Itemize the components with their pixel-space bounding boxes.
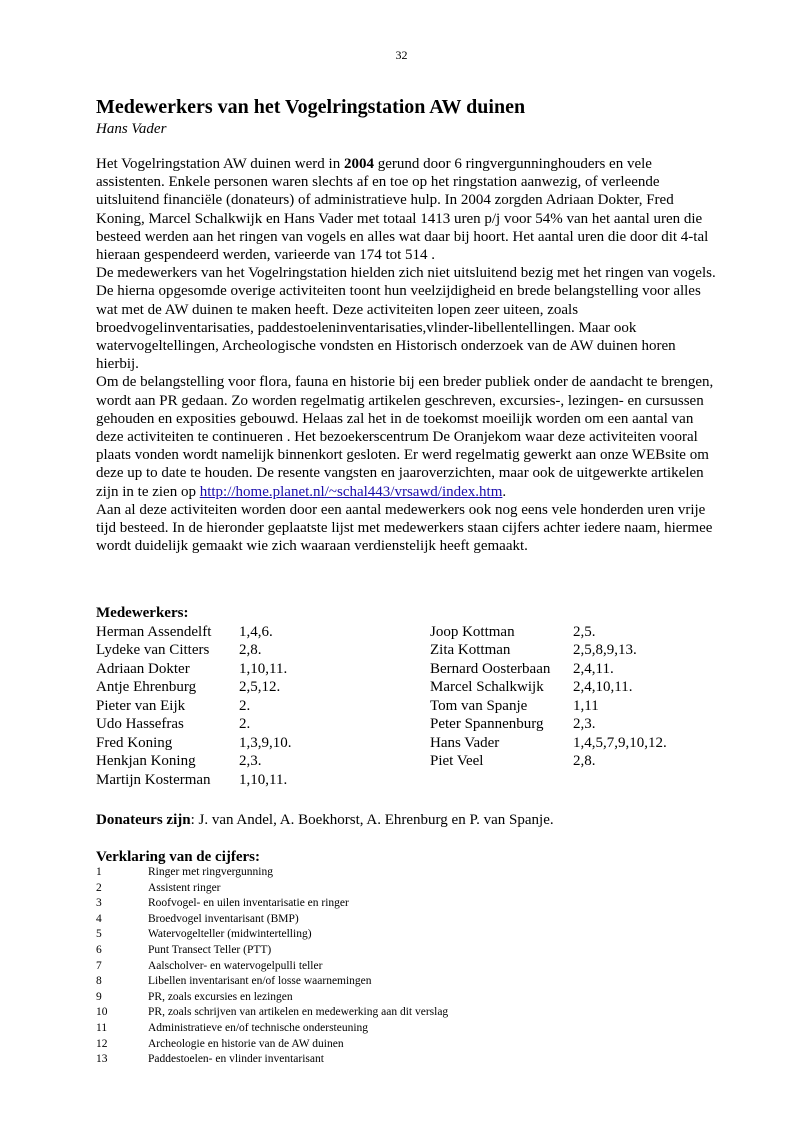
legend-number: 1 (96, 866, 102, 878)
staff-row (96, 641, 292, 660)
staff-name: Pieter van Eijk (96, 697, 186, 714)
legend-text: Broedvogel inventarisant (BMP) (148, 912, 299, 925)
staff-name: Udo Hassefras (96, 716, 184, 733)
legend-item (96, 974, 448, 990)
staff-codes: 1,10,11. (239, 771, 288, 788)
page-title: Medewerkers van het Vogelringstation AW duinen (96, 96, 526, 118)
legend-item (96, 865, 448, 881)
paragraph-3-start: Om de belangstelling voor flora, fauna en historie bij een breder publiek onder de aandacht te brengen, wordt aan PR gedaan. Zo worden regelmatig artikelen geschreven, excursies-, lezingen- en cursussen gehouden en exposities gebouwd. Helaas zal het in de toekomst moeilijk worden om een aantal van deze activiteiten te continueren . Het bezoekerscentrum De Oranjekom waar deze activiteiten vooral plaats vonden wordt namelijk binnenkort gesloten. Er werd regelmatig gewerkt aan onze WEBsite om deze up to date te houden. De resente vangsten en jaaroverzichten, maar ook de uitgewerkte artikelen zijn in te zien op (96, 374, 714, 500)
donors-label: Donateurs zijn (96, 812, 191, 828)
staff-row (430, 641, 667, 660)
paragraph-3-end: . (502, 483, 507, 500)
legend-heading: Verklaring van de cijfers: (96, 849, 261, 865)
staff-name: Adriaan Dokter (96, 660, 190, 677)
donors-line (96, 812, 554, 829)
paragraph-3 (96, 373, 721, 500)
staff-row (430, 715, 667, 734)
staff-codes: 2,3. (573, 716, 596, 733)
staff-name: Peter Spannenburg (430, 716, 544, 733)
staff-codes: 2,5,12. (239, 679, 281, 696)
staff-row (430, 752, 667, 771)
staff-row (96, 678, 292, 697)
legend-number: 9 (96, 990, 102, 1003)
staff-codes: 2,4,11. (573, 660, 614, 677)
legend-item (96, 881, 448, 897)
legend-item (96, 959, 448, 975)
legend-item (96, 1021, 448, 1037)
paragraph-1-end: gerund door 6 ringvergunninghouders en vele assistenten. Enkele personen waren slechts af en toe op het ringstation aanwezig, of verleende uitsluitend financiële (donateurs) of administratieve hulp. In 2004 zorgden Adriaan Dokter, Fred Koning, Marcel Schalkwijk en Hans Vader met totaal 1413 uren p/j voor 54% van het aantal uren die besteed werden aan het ringen van vogels en alles wat daar bij hoort. Het aantal uren die door dit 4-tal hieraan gespendeerd werden, varieerde van 174 tot 514 . (96, 156, 709, 264)
legend-text: Watervogelteller (midwintertelling) (148, 928, 312, 941)
staff-name: Martijn Kosterman (96, 771, 211, 788)
staff-name: Bernard Oosterbaan (430, 660, 551, 677)
staff-name: Marcel Schalkwijk (430, 679, 544, 696)
staff-name: Henkjan Koning (96, 753, 196, 770)
staff-row (96, 771, 292, 790)
staff-name: Herman Assendelft (96, 623, 212, 640)
legend-text: Libellen inventarisant en/of losse waarnemingen (148, 975, 372, 988)
staff-name: Antje Ehrenburg (96, 679, 197, 696)
staff-row (96, 715, 292, 734)
staff-codes: 2,4,10,11. (573, 679, 633, 696)
staff-codes: 2,3. (239, 753, 262, 770)
legend-list (96, 865, 448, 1068)
staff-codes: 2,5,8,9,13. (573, 642, 637, 659)
legend-item (96, 990, 448, 1006)
staff-name: Hans Vader (430, 734, 500, 751)
staff-row (96, 660, 292, 679)
staff-row (430, 734, 667, 753)
staff-list-left (96, 623, 292, 790)
legend-item (96, 912, 448, 928)
staff-codes: 1,11 (573, 697, 599, 714)
staff-name: Tom van Spanje (430, 697, 528, 714)
staff-row (430, 697, 667, 716)
staff-codes: 1,4,6. (239, 623, 273, 640)
staff-codes: 2,8. (573, 753, 596, 770)
staff-codes: 1,3,9,10. (239, 734, 292, 751)
staff-codes: 2,8. (239, 642, 262, 659)
staff-row (96, 734, 292, 753)
staff-name: Lydeke van Citters (96, 642, 210, 659)
year-bold: 2004 (343, 156, 374, 172)
paragraph-4: Aan al deze activiteiten worden door een aantal medewerkers ook nog eens vele honderden uren vrije tijd besteed. In de hieronder geplaatste lijst met medewerkers staan cijfers achter iedere naam, hiermee wordt duidelijk gemaakt wie zich waaraan verdienstelijk heeft gemaakt. (96, 501, 713, 555)
legend-number: 13 (96, 1053, 108, 1066)
legend-number: 5 (96, 928, 102, 941)
legend-number: 4 (96, 912, 102, 925)
legend-text: Aalscholver- en watervogelpulli teller (148, 959, 323, 972)
paragraph-2: De medewerkers van het Vogelringstation hielden zich niet uitsluitend bezig met het ringen van vogels. De hierna opgesomde overige activiteiten toont hun veelzijdigheid en brede belangstelling voor alles wat met de AW duinen te maken heeft. Deze activiteiten lopen zeer uiteen, zoals broedvogelinventarisaties, paddestoeleninventarisaties,vlinder-libellentellingen. Maar ook watervogeltellingen, Archeologische vondsten en Historisch onderzoek van de AW duinen horen hierbij. (96, 265, 716, 373)
legend-number: 2 (96, 881, 102, 894)
legend-item (96, 1005, 448, 1021)
staff-codes: 2,5. (573, 623, 596, 640)
staff-codes: 2. (239, 716, 251, 733)
staff-section (96, 604, 667, 788)
legend-number: 3 (96, 897, 102, 910)
page-number: 32 (395, 48, 408, 62)
legend-text: Assistent ringer (148, 881, 221, 894)
legend-text: Administratieve en/of technische ondersteuning (148, 1021, 369, 1034)
staff-codes: 1,4,5,7,9,10,12. (573, 734, 667, 751)
legend-section (96, 849, 449, 1066)
staff-row (96, 623, 292, 642)
website-link[interactable]: http://home.planet.nl/~schal443/vrsawd/index.htm (199, 483, 503, 500)
legend-text: Ringer met ringvergunning (148, 866, 273, 878)
legend-number: 11 (96, 1021, 108, 1034)
donors-text: : J. van Andel, A. Boekhorst, A. Ehrenburg en P. van Spanje. (190, 812, 554, 828)
legend-item (96, 896, 448, 912)
staff-row (96, 752, 292, 771)
legend-text: Paddestoelen- en vlinder inventarisant (148, 1053, 324, 1066)
legend-item (96, 943, 448, 959)
author: Hans Vader (96, 121, 167, 137)
staff-name: Joop Kottman (430, 623, 515, 640)
legend-text: Punt Transect Teller (PTT) (148, 943, 272, 956)
staff-row (430, 660, 667, 679)
staff-name: Piet Veel (430, 753, 484, 770)
legend-number: 8 (96, 975, 102, 988)
legend-number: 12 (96, 1037, 108, 1050)
staff-name: Fred Koning (96, 734, 173, 751)
staff-codes: 1,10,11. (239, 660, 288, 677)
legend-text: PR, zoals excursies en lezingen (148, 990, 293, 1003)
staff-list-right (430, 623, 667, 771)
staff-heading: Medewerkers: (96, 605, 189, 621)
legend-text: Archeologie en historie van de AW duinen (148, 1037, 344, 1050)
legend-text: PR, zoals schrijven van artikelen en medewerking aan dit verslag (148, 1006, 449, 1019)
legend-number: 6 (96, 943, 102, 956)
staff-row (96, 697, 292, 716)
staff-name: Zita Kottman (430, 642, 511, 659)
legend-item (96, 1037, 448, 1053)
paragraph-1 (96, 155, 721, 264)
staff-codes: 2. (239, 697, 251, 714)
legend-number: 10 (96, 1006, 108, 1019)
paragraph-1-start: Het Vogelringstation AW duinen werd in (96, 156, 344, 172)
staff-row (430, 678, 667, 697)
staff-row (430, 623, 667, 642)
legend-item (96, 927, 448, 943)
legend-text: Roofvogel- en uilen inventarisatie en ringer (148, 897, 349, 910)
legend-item (96, 1052, 448, 1068)
article-body (96, 155, 721, 555)
legend-number: 7 (96, 959, 102, 972)
